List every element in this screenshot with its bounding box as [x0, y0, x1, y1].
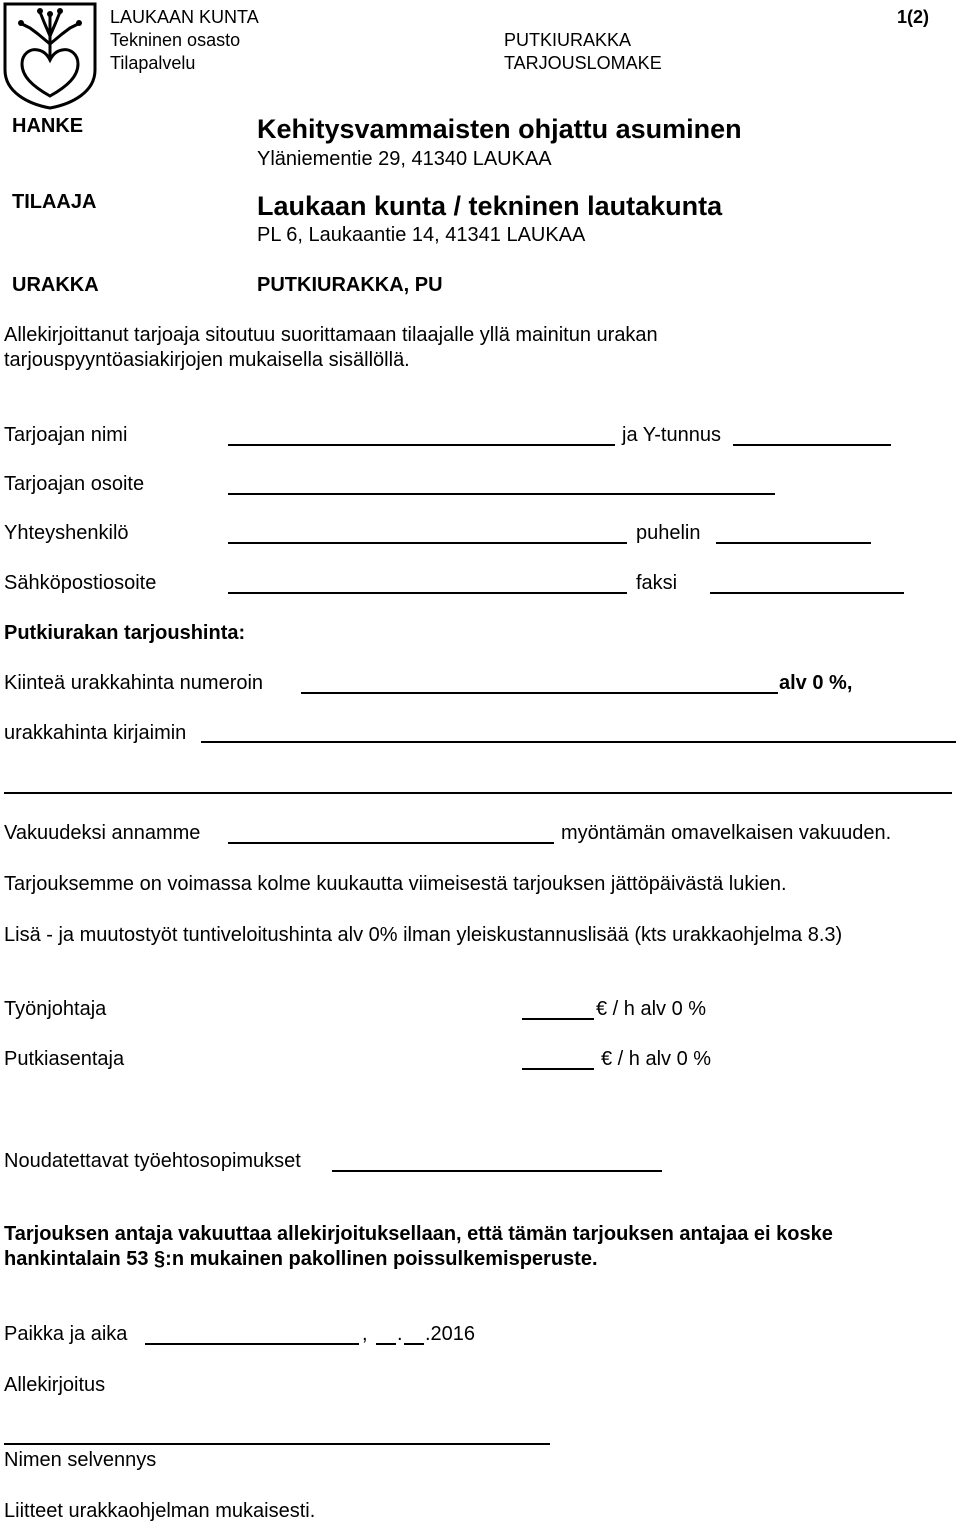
urakka-label: URAKKA: [12, 274, 99, 296]
numeric-price-label: Kiinteä urakkahinta numeroin: [4, 672, 264, 694]
month-field[interactable]: [404, 1343, 424, 1345]
plumber-label: Putkiasentaja: [4, 1048, 125, 1070]
words-price-field-continued[interactable]: [4, 792, 952, 794]
bidder-name-label: Tarjoajan nimi: [4, 424, 128, 446]
fax-field[interactable]: [710, 592, 904, 594]
signature-field[interactable]: [4, 1443, 550, 1445]
date-year: .2016: [425, 1323, 476, 1345]
extra-work-text: Lisä - ja muutostyöt tuntiveloitushinta alv 0% ilman yleiskustannuslisää (kts urakkaohjelma 8.3): [4, 924, 843, 946]
fax-label: faksi: [636, 572, 678, 594]
foreman-rate-field[interactable]: [522, 1018, 594, 1020]
day-field[interactable]: [376, 1343, 396, 1345]
intro-line-2: tarjouspyyntöasiakirjojen mukaisella sisällöllä.: [4, 349, 410, 371]
org-unit: Tilapalvelu: [110, 53, 196, 73]
hanke-title: Kehitysvammaisten ohjattu asuminen: [257, 114, 742, 144]
price-heading: Putkiurakan tarjoushinta:: [4, 622, 246, 644]
hanke-label: HANKE: [12, 115, 84, 137]
intro-line-1: Allekirjoittanut tarjoaja sitoutuu suorittamaan tilaajalle yllä mainitun urakan: [4, 324, 658, 346]
plumber-unit: € / h alv 0 %: [601, 1048, 712, 1070]
tilaaja-title: Laukaan kunta / tekninen lautakunta: [257, 191, 723, 221]
contact-person-label: Yhteyshenkilö: [4, 522, 129, 544]
ytunnus-label: ja Y-tunnus: [622, 424, 721, 446]
email-label: Sähköpostiosoite: [4, 572, 157, 594]
page-number: 1(2): [897, 7, 930, 27]
phone-label: puhelin: [636, 522, 701, 544]
org-name: LAUKAAN KUNTA: [110, 7, 259, 27]
ytunnus-field[interactable]: [733, 444, 891, 446]
signature-label: Allekirjoitus: [4, 1374, 106, 1396]
words-price-field[interactable]: [201, 741, 956, 743]
date-separator-1: ,: [362, 1323, 368, 1345]
tilaaja-label: TILAAJA: [12, 191, 97, 213]
date-separator-2: .: [397, 1323, 403, 1345]
guarantee-field[interactable]: [228, 842, 554, 844]
plumber-rate-field[interactable]: [522, 1068, 594, 1070]
declaration-line-1: Tarjouksen antaja vakuuttaa allekirjoituksellaan, että tämän tarjouksen antajaa ei koske: [4, 1223, 833, 1245]
place-field[interactable]: [145, 1343, 359, 1345]
hanke-address: Yläniementie 29, 41340 LAUKAA: [257, 148, 552, 170]
contact-person-field[interactable]: [228, 542, 627, 544]
validity-text: Tarjouksemme on voimassa kolme kuukautta viimeisestä tarjouksen jättöpäivästä lukien.: [4, 873, 787, 895]
words-price-label: urakkahinta kirjaimin: [4, 722, 187, 744]
declaration-line-2: hankintalain 53 §:n mukainen pakollinen poissulkemisperuste.: [4, 1248, 598, 1270]
vat-label: alv 0 %,: [779, 672, 853, 694]
guarantee-suffix: myöntämän omavelkaisen vakuuden.: [561, 822, 892, 844]
org-department: Tekninen osasto: [110, 30, 241, 50]
urakka-title: PUTKIURAKKA, PU: [257, 274, 443, 296]
phone-field[interactable]: [716, 542, 871, 544]
numeric-price-field[interactable]: [301, 692, 778, 694]
foreman-unit: € / h alv 0 %: [596, 998, 707, 1020]
agreements-field[interactable]: [332, 1170, 662, 1172]
bidder-address-field[interactable]: [228, 493, 775, 495]
bidder-name-field[interactable]: [228, 444, 615, 446]
email-field[interactable]: [228, 592, 627, 594]
guarantee-label: Vakuudeksi annamme: [4, 822, 201, 844]
place-date-label: Paikka ja aika: [4, 1323, 128, 1345]
agreements-label: Noudatettavat työehtosopimukset: [4, 1150, 301, 1172]
laukaa-crest-logo: [2, 0, 98, 110]
document-type: PUTKIURAKKA: [504, 30, 632, 50]
document-subtype: TARJOUSLOMAKE: [504, 53, 662, 73]
bidder-address-label: Tarjoajan osoite: [4, 473, 145, 495]
tilaaja-address: PL 6, Laukaantie 14, 41341 LAUKAA: [257, 224, 586, 246]
name-clarification-label: Nimen selvennys: [4, 1449, 157, 1471]
foreman-label: Työnjohtaja: [4, 998, 107, 1020]
attachments-note: Liitteet urakkaohjelman mukaisesti.: [4, 1500, 316, 1522]
